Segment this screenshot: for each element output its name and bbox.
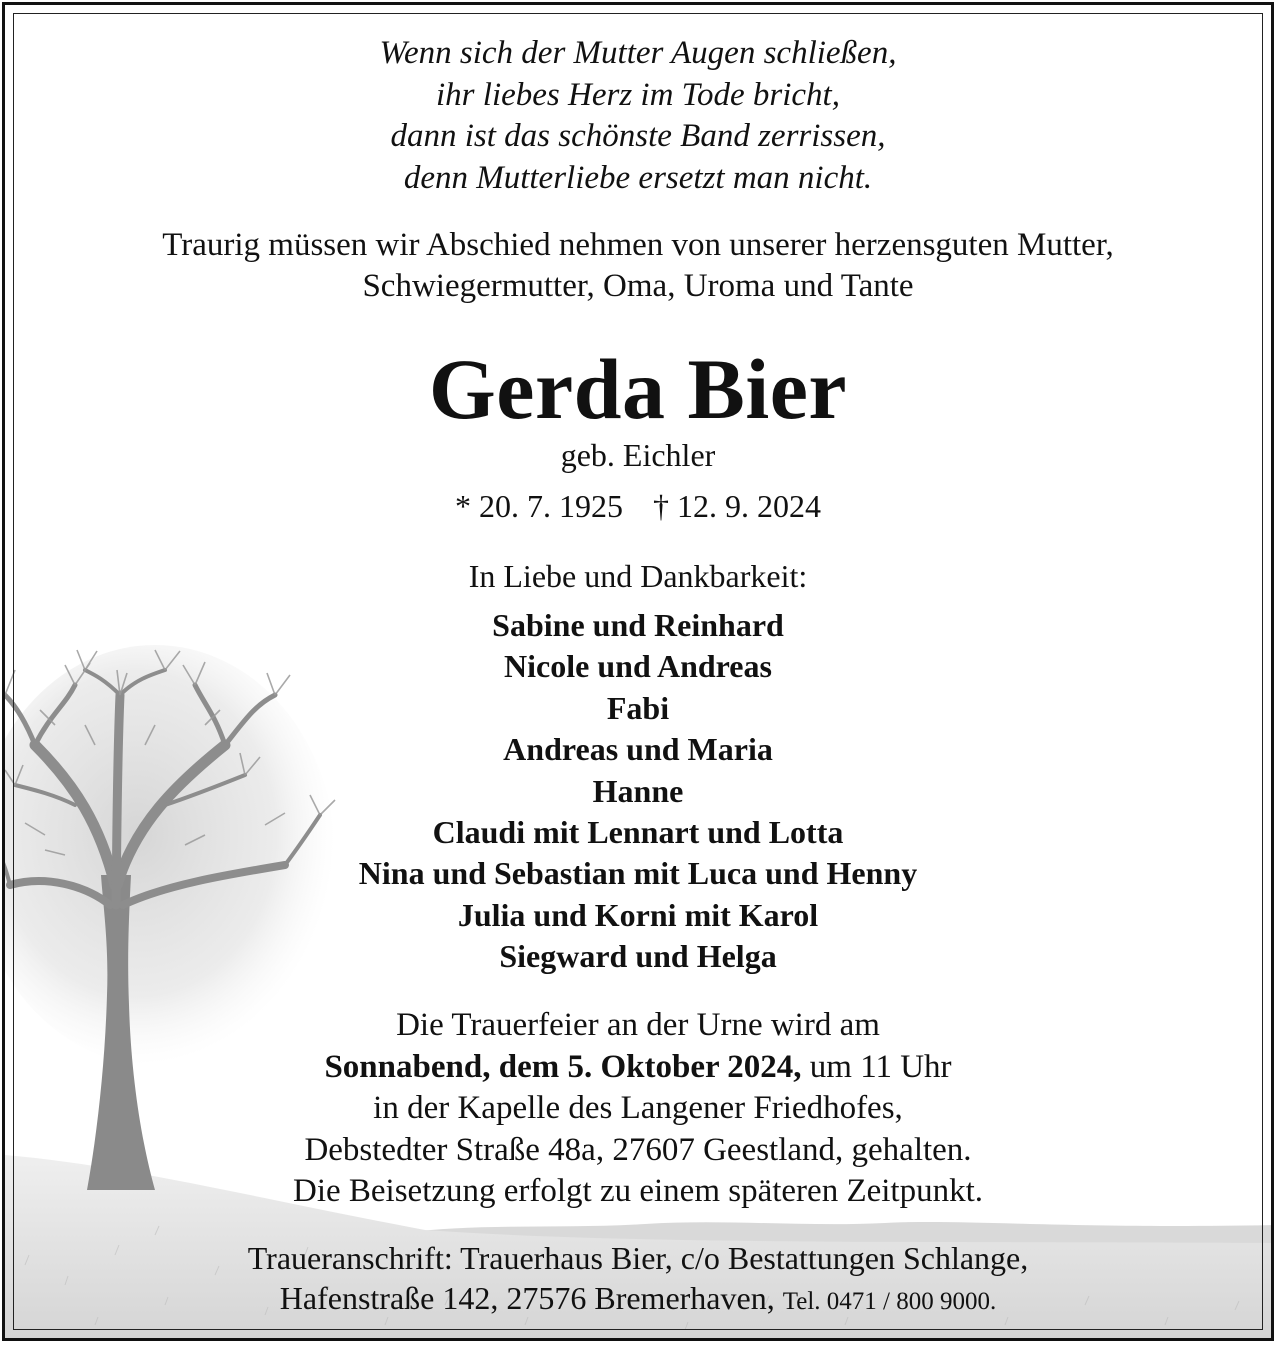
- funeral-time: um 11 Uhr: [801, 1048, 952, 1085]
- funeral-line-4: Debstedter Straße 48a, 27607 Geestland, gehalten.: [304, 1131, 972, 1168]
- funeral-date: Sonnabend, dem 5. Oktober 2024,: [324, 1048, 802, 1085]
- address-line-1: Traueranschrift: Trauerhaus Bier, c/o Bestattungen Schlange,: [247, 1240, 1029, 1276]
- intro-text: [5, 225, 1271, 307]
- poem-line: Wenn sich der Mutter Augen schließen,: [379, 35, 897, 71]
- mourning-address: [5, 1238, 1271, 1322]
- address-street: Hafenstraße 142, 27576 Bremerhaven,: [279, 1280, 775, 1316]
- mourners-list: [5, 605, 1271, 978]
- birth-name: geb. Eichler: [560, 437, 716, 473]
- funeral-line-5: Die Beisetzung erfolgt zu einem späteren Zeitpunkt.: [292, 1173, 984, 1209]
- death-date: † 12. 9. 2024: [653, 488, 821, 524]
- mourner-entry: Hanne: [592, 772, 684, 809]
- poem-line: denn Mutterliebe ersetzt man nicht.: [403, 159, 873, 196]
- funeral-details: [5, 1005, 1271, 1213]
- mourner-entry: Siegward und Helga: [499, 938, 777, 975]
- deceased-name: Gerda Bier: [428, 341, 848, 437]
- poem-line: ihr liebes Herz im Tode bricht,: [436, 76, 840, 113]
- address-line-2: [5, 1278, 1271, 1322]
- mourner-entry: Nina und Sebastian mit Luca und Henny: [358, 855, 918, 892]
- mourner-entry: Sabine und Reinhard: [492, 607, 784, 643]
- intro-line-1: Traurig müssen wir Abschied nehmen von unserer herzensguten Mutter,: [162, 227, 1114, 263]
- poem-line: dann ist das schönste Band zerrissen,: [390, 118, 886, 154]
- funeral-line-1: Die Trauerfeier an der Urne wird am: [396, 1007, 880, 1043]
- intro-line-2: Schwiegermutter, Oma, Uroma und Tante: [362, 268, 914, 304]
- mourner-entry: Nicole und Andreas: [504, 648, 772, 685]
- mourner-entry: Andreas und Maria: [503, 731, 773, 768]
- thanks-heading: In Liebe und Dankbarkeit:: [468, 558, 808, 594]
- obituary-notice: [2, 2, 1274, 1341]
- funeral-line-3: in der Kapelle des Langener Friedhofes,: [373, 1090, 903, 1126]
- life-dates: [5, 486, 1271, 526]
- birth-date: * 20. 7. 1925: [455, 488, 623, 524]
- mourner-entry: Fabi: [606, 689, 670, 726]
- funeral-date-line: [5, 1047, 1271, 1089]
- memorial-poem: [5, 33, 1271, 199]
- mourner-entry: Claudi mit Lennart und Lotta: [432, 814, 844, 851]
- phone-number: Tel. 0471 / 800 9000.: [782, 1288, 997, 1315]
- mourner-entry: Julia und Korni mit Karol: [457, 896, 819, 933]
